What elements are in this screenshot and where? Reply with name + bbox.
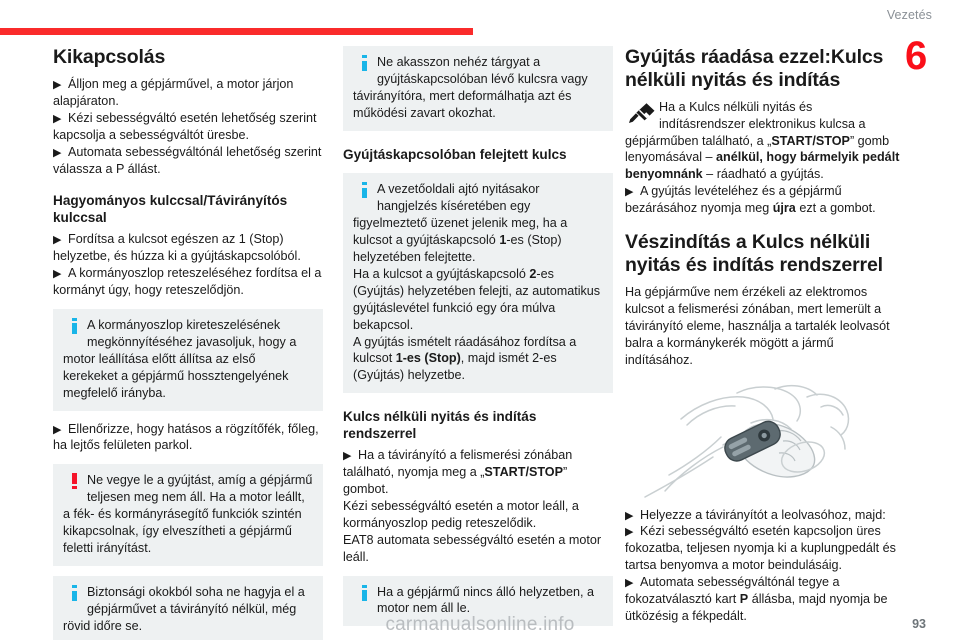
bullet-text: Álljon meg a gépjárművel, a motor járjon alapjáraton. [53, 76, 294, 108]
bullet-text: Kézi sebességváltó esetén kapcsoljon üres fokozatba, teljesen nyomja ki a kuplungpedált és tartsa benyomva a motor beindulásáig. [625, 524, 896, 573]
note-seg: , majd ismét 2-es (Gyújtás) helyzetbe. [353, 351, 557, 383]
bullet-seg: állásba, majd nyomja be ütközésig a fékpedált. [625, 592, 888, 624]
bullet-item [53, 76, 323, 110]
key-seg-bold: anélkül, hogy bármelyik pedált benyomnánk [625, 150, 900, 182]
bullet-seg: A gyújtás levételéhez és a gépjármű bezárásához nyomja meg [625, 184, 842, 216]
key-seg-bold: START/STOP [771, 133, 850, 148]
note-seg-bold: 1 [499, 232, 507, 247]
keyless-backup-reader-illustration [625, 379, 900, 499]
info-bar-icon [353, 584, 375, 606]
column-3 [625, 46, 900, 625]
bullet-text [343, 448, 572, 496]
info-bar-icon [63, 584, 85, 606]
page-section-label: Vezetés [886, 8, 932, 22]
warning-note-text: Ne vegye le a gyújtást, amíg a gépjármű teljesen meg nem áll. Ha a motor leállt, a fék- és kormányrásegítő funkciók szintén kikapcsolnak, így elveszítheti a gépjármű feletti irányítást. [63, 473, 313, 556]
bullet-text: Ellenőrizze, hogy hatásos a rögzítőfék, főleg, ha lejtős felületen parkol. [53, 421, 319, 453]
bullet-text: A kormányoszlop reteszeléséhez fordítsa el a kormányt úgy, hogy reteszelődjön. [53, 265, 322, 297]
arrow-icon: ▶ [53, 423, 62, 436]
info-note-text: Ha a gépjármű nincs álló helyzetben, a motor nem áll le. [377, 584, 595, 616]
paragraph: EAT8 automata sebességváltó esetén a motor leáll. [343, 532, 602, 564]
warning-note [53, 464, 323, 566]
warning-exclamation-icon [63, 472, 85, 494]
bullet-seg-bold: P [739, 592, 749, 607]
info-bar-icon [63, 317, 85, 339]
arrow-icon: ▶ [343, 449, 352, 462]
bullet-item [343, 447, 613, 498]
key-seg: – ráadható a gyújtás. [702, 167, 824, 182]
bullet-item [625, 507, 900, 524]
info-note [343, 173, 613, 393]
key-seg: ” gomb lenyomásával – [625, 133, 890, 165]
note-seg: Ha a kulcsot a gyújtáskapcsoló [353, 266, 530, 281]
note-seg-bold: 1-es (Stop) [395, 351, 461, 366]
heading-gyujtas-raadasa: Gyújtás ráadása ezzel:Kulcs nélküli nyitás és indítás [625, 46, 884, 91]
note-seg: A gyújtás ismételt ráadásához fordítsa a kulcsot [353, 334, 577, 366]
bullet-seg: Ha a távirányító a felismerési zónában található, nyomja meg a „ [343, 447, 573, 479]
subheading-kulcs-nelkuli-nyitas: Kulcs nélküli nyitás és indítás rendszerrel [343, 409, 537, 441]
bullet-item [53, 144, 323, 178]
paragraph: Ha gépjárműve nem érzékeli az elektromos kulcsot a felismerési zónában, mert lemerült a távirányító eleme, használja a tartalék leolvasót balra a kormánykerék mögött a jármű indításához. [625, 284, 890, 367]
bullet-text: Helyezze a távirányítót a leolvasóhoz, majd: [640, 507, 886, 522]
column-2 [343, 46, 613, 636]
arrow-icon: ▶ [625, 509, 634, 522]
info-note [53, 309, 323, 411]
bullet-seg-bold: újra [772, 201, 796, 216]
electronic-key-icon [627, 101, 657, 127]
bullet-text [625, 184, 876, 215]
arrow-icon: ▶ [53, 146, 62, 159]
note-seg: -es (Stop) helyzetében felejtette. [353, 232, 562, 264]
bullet-item [625, 183, 900, 217]
note-seg-bold: 2 [529, 266, 537, 281]
key-seg: Ha a Kulcs nélküli nyitás és indításrendszer elektronikus kulcsa a gépjárműben található, a „ [625, 99, 866, 148]
arrow-icon: ▶ [53, 267, 62, 280]
arrow-icon: ▶ [53, 112, 62, 125]
chapter-number: 6 [905, 34, 928, 78]
info-note-text: A kormányoszlop kireteszelésének megkönnyítéséhez javasoljuk, hogy a motor leállítása előtt állítsa az első kerekeket a gépjármű hossztengelyének megfelelő irányba. [63, 317, 297, 400]
column-1 [53, 46, 323, 640]
bullet-seg: Automata sebességváltónál tegye a fokozatválasztó kart [625, 575, 840, 607]
arrow-icon: ▶ [625, 526, 634, 539]
bullet-item [625, 523, 900, 574]
bullet-item [53, 265, 323, 299]
heading-veszinditas: Vészindítás a Kulcs nélküli nyitás és indítás rendszerrel [625, 231, 883, 276]
bullet-seg: ” gombot. [343, 464, 568, 496]
key-note-text [625, 100, 899, 182]
key-note [625, 99, 900, 184]
subheading-gyujtaskapcsoloban-felejtett-kulcs: Gyújtáskapcsolóban felejtett kulcs [343, 146, 567, 162]
heading-kikapcsolas: Kikapcsolás [53, 46, 166, 68]
note-seg: -es (Gyújtás) helyzetében felejti, az automatikus gyújtáslevétel funkció egy óra múlva bekapcsol. [353, 266, 601, 332]
arrow-icon: ▶ [53, 234, 62, 247]
bullet-item [53, 421, 323, 455]
info-bar-icon [353, 181, 375, 203]
bullet-text: Automata sebességváltónál lehetőség szerint válassza a P állást. [53, 144, 322, 176]
bullet-item [53, 110, 323, 144]
info-note-text [353, 181, 603, 384]
page-number: 93 [912, 617, 926, 631]
bullet-text: Fordítsa a kulcsot egészen az 1 (Stop) helyzetbe, és húzza ki a gyújtáskapcsolóból. [53, 232, 301, 263]
footer-watermark: carmanualsonline.info [385, 614, 575, 635]
info-note-text: Biztonsági okokból soha ne hagyja el a gépjárművet a távirányító nélkül, még rövid időre se. [63, 585, 305, 633]
paragraph: Kézi sebességváltó esetén a motor leáll, a kormányoszlop pedig reteszelődik. [343, 498, 579, 530]
info-bar-icon [353, 54, 375, 76]
info-note [343, 46, 613, 131]
arrow-icon: ▶ [625, 577, 634, 590]
bullet-text: Kézi sebességváltó esetén lehetőség szerint kapcsolja a sebességváltót üresbe. [53, 110, 317, 142]
note-seg: A vezetőoldali ajtó nyitásakor hangjelzés kíséretében egy figyelmeztető üzenet jelenik meg, ha a kulcsot a gyújtáskapcsoló [353, 182, 568, 247]
header-accent-bar [0, 28, 473, 35]
bullet-seg: ezt a gombot. [795, 201, 876, 216]
arrow-icon: ▶ [625, 186, 634, 199]
info-note-text: Ne akasszon nehéz tárgyat a gyújtáskapcsolóban lévő kulcsra vagy távirányítóra, mert deformálhatja azt és működési zavart okozhat. [353, 55, 588, 120]
bullet-item [53, 231, 323, 265]
bullet-seg-bold: START/STOP [484, 464, 564, 479]
subheading-hagyomanyos-kulccsal: Hagyományos kulccsal/Távirányítós kulccsal [53, 193, 288, 225]
arrow-icon: ▶ [53, 78, 62, 91]
